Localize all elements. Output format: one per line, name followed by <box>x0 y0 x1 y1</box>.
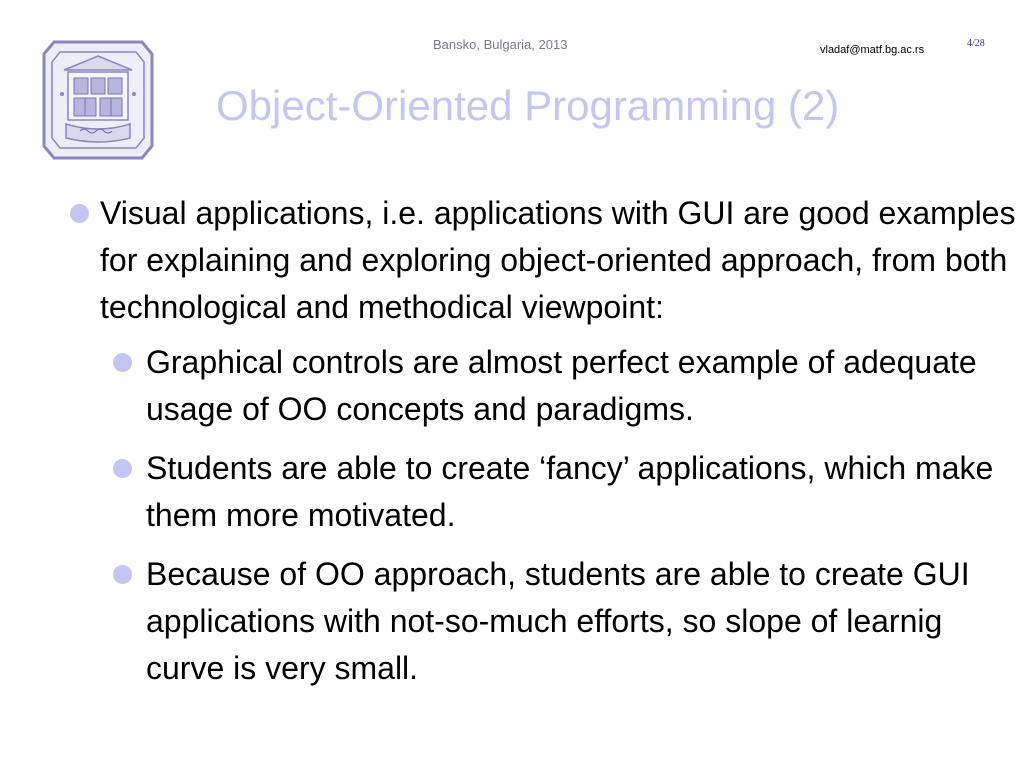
page-number: 4/28 <box>967 38 985 49</box>
slide-title: Object-Oriented Programming (2) <box>216 82 840 129</box>
sub-bullet-item <box>62 445 1017 539</box>
bullet-item <box>62 190 1017 331</box>
sub-bullet-text: Graphical controls are almost perfect example of adequate usage of OO concepts and paradigms. <box>146 344 977 427</box>
bullet-icon <box>113 353 132 372</box>
bullet-icon <box>113 565 132 584</box>
sub-bullet-item <box>62 551 1017 692</box>
header-location: Bansko, Bulgaria, 2013 <box>433 37 568 52</box>
bullet-text: Visual applications, i.e. applications with GUI are good examples for explaining and exploring object-oriented approach, from both technological and methodical viewpoint: <box>100 195 1016 325</box>
sub-bullet-item <box>62 339 1017 433</box>
sub-bullet-text: Because of OO approach, students are able to create GUI applications with not-so-much efforts, so slope of learnig curve is very small. <box>146 556 970 686</box>
bullet-icon <box>113 459 132 478</box>
sub-bullet-text: Students are able to create ‘fancy’ applications, which make them more motivated. <box>146 450 994 533</box>
slide-content <box>62 190 1017 704</box>
university-seal-icon <box>40 34 156 166</box>
bullet-icon <box>70 204 89 223</box>
header-email: vladaf@matf.bg.ac.rs <box>820 44 925 56</box>
